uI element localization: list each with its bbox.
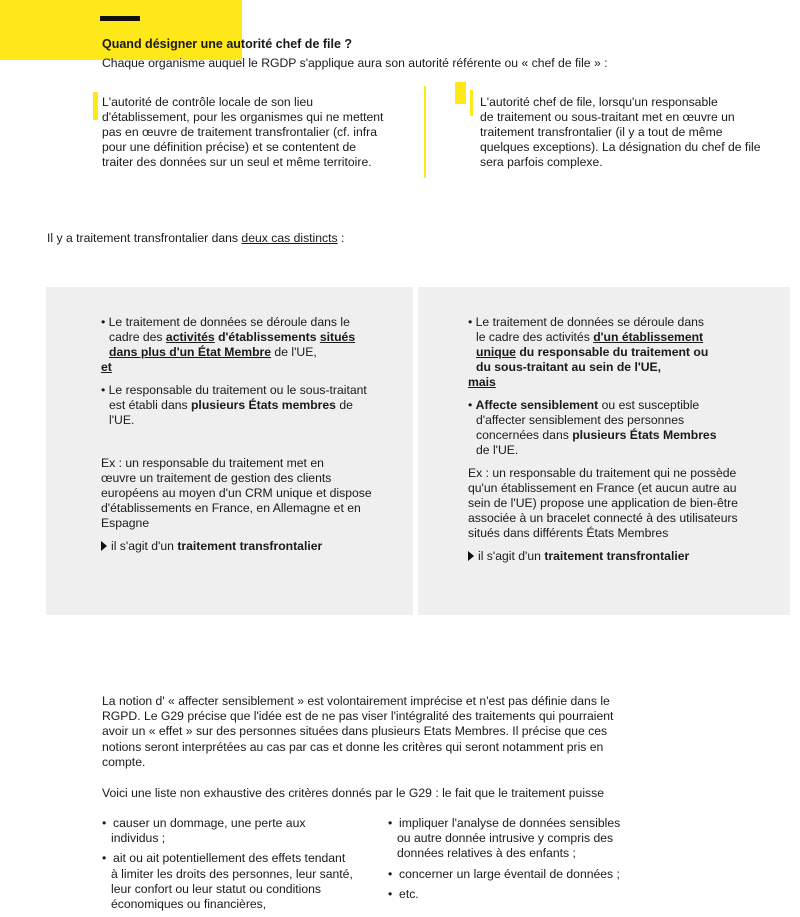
- text-line: pour une définition précise) et se contentent de: [102, 140, 357, 154]
- text-line: associée à un bracelet connecté à des utilisateurs: [468, 511, 738, 525]
- case-left-bullet2-line3: l'UE.: [109, 413, 135, 427]
- spacer: [468, 458, 738, 466]
- text-run: plusieurs États membres: [190, 398, 336, 412]
- left-column-text: [102, 95, 383, 170]
- list-item-line: ou autre donnée intrusive y compris des: [397, 831, 614, 846]
- case-left-example: [101, 456, 372, 531]
- text-line: de traitement ou sous-traitant met en œuvre un: [480, 110, 735, 124]
- case-left-bullet1-line3: [101, 345, 372, 360]
- case-right-conjunction: [468, 375, 738, 390]
- text-line: RGPD. Le G29 précise que l'idée est de ne pas viser l'intégralité des traitements qui pourraient: [102, 709, 614, 724]
- spacer: [101, 428, 372, 448]
- list-item-line: individus ;: [111, 831, 166, 846]
- text-line: notions seront interprétées au cas par cas et donne les critères qui seront notamment pris en: [102, 739, 604, 754]
- text-line: L'autorité chef de file, lorsqu'un responsable: [480, 95, 718, 109]
- text-run: du responsable du traitement ou: [515, 345, 709, 359]
- spacer: [101, 448, 372, 456]
- criteria-intro: Voici une liste non exhaustive des critères donnés par le G29 : le fait que le traitement puisse: [102, 786, 605, 800]
- text-run: concerner un large éventail de données ;: [399, 866, 620, 881]
- list-item-line: • impliquer l'analyse de données sensibles: [388, 816, 621, 830]
- case-right-bullet1-line4: [468, 360, 738, 375]
- text-line: pas en œuvre de traitement transfrontalier (cf. infra: [102, 125, 378, 139]
- text-line: traitement transfrontalier (il y a tout de même: [480, 125, 723, 139]
- case-right-example: [468, 466, 738, 541]
- case-right-conclusion: [468, 549, 738, 564]
- right-column-accent: [455, 82, 466, 104]
- text-run: Affecte sensiblement: [475, 398, 599, 412]
- case-left-bullet1-line1: • Le traitement de données se déroule dans le: [101, 315, 350, 329]
- text-run: etc.: [399, 886, 419, 901]
- text-run: d'établissements: [214, 330, 320, 344]
- text-line: compte.: [102, 754, 146, 769]
- criteria-list-right: [388, 816, 620, 907]
- text-line: Espagne: [101, 516, 150, 530]
- black-accent-bar: [100, 16, 140, 21]
- case-right-bullet2-line3: [468, 428, 738, 443]
- case-right-bullet1-line3: [468, 345, 738, 360]
- cases-intro: [47, 231, 344, 246]
- middle-divider-accent: [424, 86, 426, 178]
- cases-intro-suffix: :: [337, 231, 345, 245]
- text-line: Ex : un responsable du traitement met en: [101, 456, 324, 470]
- list-item-line: économiques ou financières,: [111, 897, 267, 912]
- case-left-conjunction: [101, 360, 372, 375]
- list-item-line: à limiter les droits des personnes, leur santé,: [111, 866, 353, 881]
- case-right-bullet2-line2: d'affecter sensiblement des personnes: [476, 413, 685, 427]
- case-right-content: [468, 315, 738, 564]
- case-left-bullet2-line1: • Le responsable du traitement ou le sous-traitant: [101, 383, 367, 397]
- text-run: et: [101, 360, 112, 374]
- list-item: [102, 816, 353, 846]
- list-item: [388, 816, 620, 862]
- list-item-line: • ait ou ait potentiellement des effets tendant: [102, 851, 346, 866]
- spacer: [101, 531, 372, 539]
- notion-paragraph: [102, 694, 613, 770]
- spacer: [101, 375, 372, 383]
- text-line: œuvre un traitement de gestion des clients: [101, 471, 332, 485]
- case-right-bullet1-line1: • Le traitement de données se déroule dans: [468, 315, 704, 329]
- text-run: plusieurs États Membres: [572, 428, 717, 442]
- text-run: il s'agit d'un: [111, 539, 178, 553]
- text-run: traitement transfrontalier: [544, 549, 690, 563]
- text-run: ou est susceptible: [598, 398, 700, 412]
- text-run: dans plus d'un État Membre: [109, 345, 272, 359]
- text-run: ait ou ait potentiellement des effets tendant: [113, 851, 346, 866]
- text-run: est établi dans: [109, 398, 191, 412]
- text-run: causer un dommage, une perte aux: [113, 816, 306, 830]
- text-run: impliquer l'analyse de données sensibles: [399, 816, 621, 830]
- text-line: d'établissement, pour les organismes qui ne mettent: [102, 110, 384, 124]
- list-item-line: • causer un dommage, une perte aux: [102, 816, 306, 830]
- text-line: avoir un « effet » sur des personnes situées dans plusieurs Etats Membres. Il précise que ces: [102, 724, 608, 739]
- arrow-right-icon: [468, 551, 474, 561]
- text-line: d'établissements en France, en Allemagne et en: [101, 501, 361, 515]
- text-line: La notion d' « affecter sensiblement » est volontairement imprécise et n'est pas définie dans le: [102, 694, 610, 708]
- text-run: unique: [476, 345, 516, 359]
- text-run: activités: [165, 330, 215, 344]
- section-title: Quand désigner une autorité chef de file ?: [102, 37, 353, 51]
- case-left-conclusion: [101, 539, 372, 554]
- right-column-text: [480, 95, 761, 170]
- right-column-accent-thin: [470, 90, 473, 116]
- text-line: L'autorité de contrôle locale de son lieu: [102, 95, 314, 109]
- text-run: de l'UE,: [271, 345, 317, 359]
- text-run: du sous-traitant au sein de l'UE,: [476, 360, 662, 374]
- text-line: européens au moyen d'un CRM unique et dispose: [101, 486, 372, 500]
- text-run: de: [335, 398, 353, 412]
- text-line: sera parfois complexe.: [480, 155, 603, 169]
- case-right-bullet2-line4: de l'UE.: [476, 443, 519, 457]
- case-left-bullet1-line2: [101, 330, 372, 345]
- text-run: situés: [319, 330, 356, 344]
- text-run: mais: [468, 375, 496, 389]
- text-run: concernées dans: [476, 428, 573, 442]
- intro-text: Chaque organisme auquel le RGDP s'applique aura son autorité référente ou « chef de file » :: [102, 56, 608, 70]
- cases-intro-underlined: deux cas distincts: [241, 231, 338, 245]
- criteria-list-left: [102, 816, 353, 917]
- case-left-bullet2-line2: [101, 398, 372, 413]
- list-item-line: • etc.: [388, 886, 419, 901]
- text-run: traitement transfrontalier: [177, 539, 323, 553]
- list-item-line: • concerner un large éventail de données ;: [388, 866, 620, 881]
- list-item: [388, 867, 620, 882]
- text-line: sein de l'UE) propose une application de bien-être: [468, 496, 738, 510]
- list-item: [388, 887, 620, 902]
- list-item: [102, 851, 353, 912]
- arrow-right-icon: [101, 541, 107, 551]
- text-run: d'un établissement: [593, 330, 704, 344]
- text-line: Ex : un responsable du traitement qui ne possède: [468, 466, 737, 480]
- spacer: [468, 390, 738, 398]
- list-item-line: leur confort ou leur statut ou conditions: [111, 881, 322, 896]
- text-run: il s'agit d'un: [478, 549, 545, 563]
- text-run: •: [468, 398, 476, 412]
- cases-intro-prefix: Il y a traitement transfrontalier dans: [47, 231, 242, 245]
- list-item-line: données relatives à des enfants ;: [397, 846, 576, 861]
- text-line: traiter des données sur un seul et même territoire.: [102, 155, 372, 169]
- text-run: cadre des: [109, 330, 166, 344]
- case-left-content: [101, 315, 372, 554]
- case-right-bullet2-line1: [468, 398, 738, 413]
- case-right-bullet1-line2: [468, 330, 738, 345]
- text-line: qu'un établissement en France (et aucun autre au: [468, 481, 737, 495]
- text-line: quelques exceptions). La désignation du chef de file: [480, 140, 761, 154]
- text-run: le cadre des activités: [476, 330, 594, 344]
- spacer: [468, 541, 738, 549]
- left-column-accent: [93, 92, 98, 120]
- text-line: situés dans différents États Membres: [468, 526, 669, 540]
